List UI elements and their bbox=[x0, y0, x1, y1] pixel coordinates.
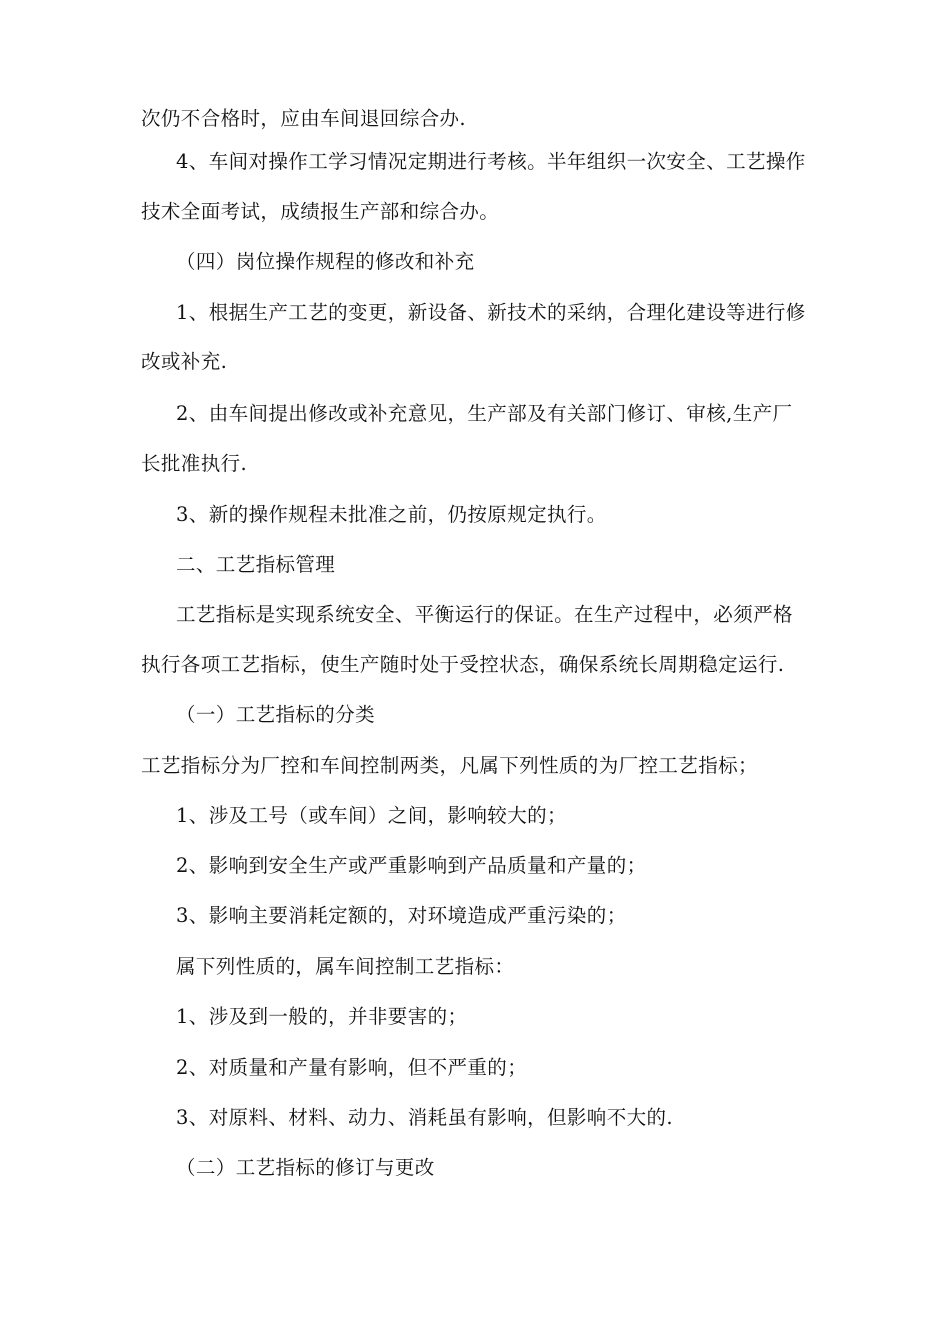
list-item: 1、涉及工号（或车间）之间，影响较大的； bbox=[176, 804, 567, 827]
list-item: 2、对质量和产量有影响，但不严重的； bbox=[176, 1056, 528, 1079]
paragraph-line: 1、根据生产工艺的变更，新设备、新技术的采纳，合理化建设等进行修 bbox=[176, 301, 806, 324]
paragraph-line: 技术全面考试，成绩报生产部和综合办。 bbox=[141, 200, 500, 223]
paragraph-line: 执行各项工艺指标，使生产随时处于受控状态，确保系统长周期稳定运行. bbox=[141, 653, 785, 676]
list-item: 3、对原料、材料、动力、消耗虽有影响，但影响不大的. bbox=[176, 1106, 674, 1129]
section-heading: （二）工艺指标的修订与更改 bbox=[176, 1156, 435, 1179]
paragraph-line: 工艺指标是实现系统安全、平衡运行的保证。在生产过程中，必须严格 bbox=[176, 603, 793, 626]
paragraph-line: 4、车间对操作工学习情况定期进行考核。半年组织一次安全、工艺操作 bbox=[176, 150, 806, 173]
section-heading: （四）岗位操作规程的修改和补充 bbox=[176, 250, 475, 273]
paragraph-line: 属下列性质的，属车间控制工艺指标： bbox=[176, 955, 515, 978]
paragraph-line: 3、新的操作规程未批准之前，仍按原规定执行。 bbox=[176, 503, 607, 526]
list-item: 2、影响到安全生产或严重影响到产品质量和产量的； bbox=[176, 854, 647, 877]
paragraph-line: 长批准执行. bbox=[141, 452, 248, 475]
list-item: 3、影响主要消耗定额的，对环境造成严重污染的； bbox=[176, 904, 627, 927]
list-item: 1、涉及到一般的，并非要害的； bbox=[176, 1005, 468, 1028]
section-heading: （一）工艺指标的分类 bbox=[176, 703, 376, 726]
section-heading: 二、工艺指标管理 bbox=[176, 553, 336, 576]
paragraph-line: 2、由车间提出修改或补充意见，生产部及有关部门修订、审核,生产厂 bbox=[176, 402, 793, 425]
paragraph-line: 工艺指标分为厂控和车间控制两类，凡属下列性质的为厂控工艺指标； bbox=[141, 754, 758, 777]
paragraph-line: 改或补充. bbox=[141, 350, 228, 373]
paragraph-line: 次仍不合格时，应由车间退回综合办. bbox=[141, 107, 466, 130]
